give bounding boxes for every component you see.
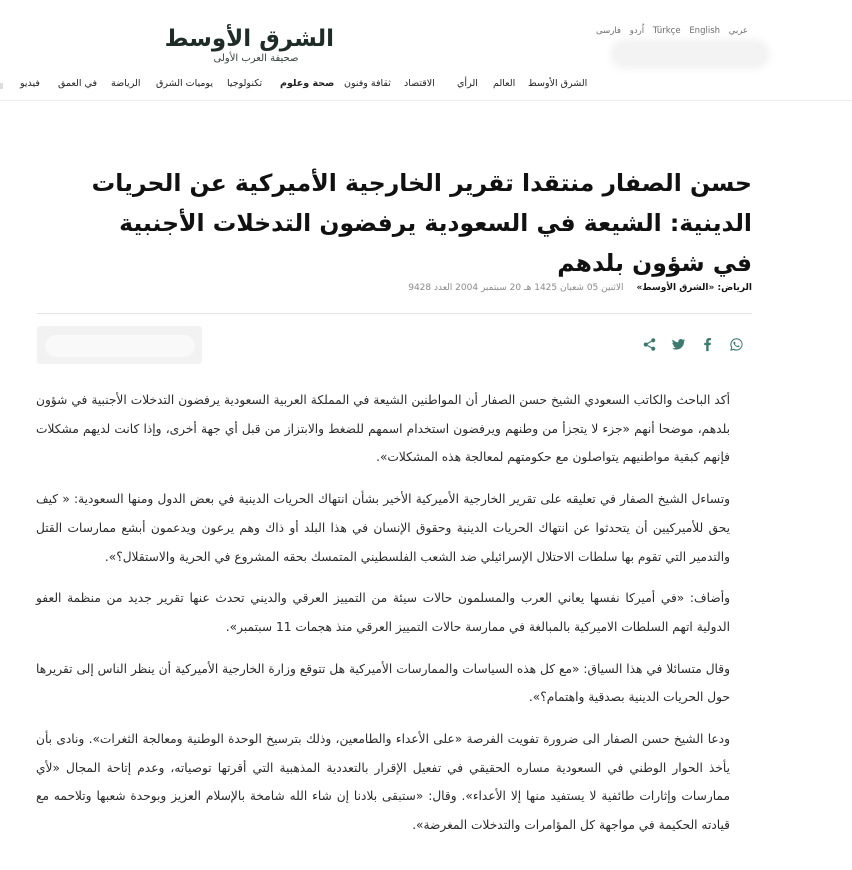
nav-item-culture[interactable]: ثقافة وفنون: [344, 78, 391, 89]
site-logo[interactable]: [164, 26, 334, 65]
search-input[interactable]: [614, 43, 766, 65]
language-farsi[interactable]: فارسی: [596, 26, 621, 36]
nav-item-in-depth[interactable]: في العمق: [58, 78, 98, 89]
language-switcher: [596, 26, 748, 36]
nav-item-opinion[interactable]: الرأي: [457, 78, 478, 89]
article-paragraph: ودعا الشيخ حسن الصفار الى ضرورة تفويت الفرصة «على الأعداء والطامعين، وذلك بترسيخ الوحدة الوطنية ومعالجة الثغرات». ونادى بأن يأخذ الحوار الوطني في السعودية مساره الحقيقي في تفعيل الإقرار بالتعددية المذهبية التي أقرتها توصياته، وعدم إتاحة المجال «لأي ممارسات وإثارات طائفية لا يستفيد منها إلا الأعداء». وقال: «ستبقى بلادنا إن شاء الله شامخة بالإسلام العزيز وبوحدة شعبها وتلاحمه مع قيادته الحكيمة في مواجهة كل المؤامرات والتدخلات المغرضة».: [36, 732, 730, 833]
nav-item-video[interactable]: فيديو: [20, 78, 40, 89]
nav-item-economy[interactable]: الاقتصاد: [404, 78, 435, 89]
language-english[interactable]: English: [689, 26, 721, 36]
nav-divider: [0, 100, 852, 101]
article-paragraph: وتساءل الشيخ الصفار في تعليقه على تقرير الخارجية الأميركية الأخير بشأن انتهاك الحريات الدينية في بعض الدول ومنها السعودية: « كيف يحق للأميركيين أن يتحدثوا عن انتهاك الحريات الدينية وحقوق الإنسان في هذا البلد أو ذاك وهم يرعون ويدعمون أبشع ممارسات القتل والتدمير التي تقوم بها سلطات الاحتلال الإسرائيلي ضد الشعب الفلسطيني المتمسك بحقه المشروع في الحرية والاستقلال؟».: [36, 492, 730, 564]
article-paragraph: وأضاف: «في أميركا نفسها يعاني العرب والمسلمون حالات سيئة من التمييز العرقي والديني تحدث عنها تقرير جديد من منظمة العفو الدولية اتهم السلطات الاميركية بالمبالغة في ممارسة حالات التمييز العرقي منذ هجمات 11 سبتمبر».: [36, 591, 730, 634]
ad-placeholder: [37, 326, 202, 364]
language-urdu[interactable]: اُردو: [629, 26, 645, 36]
nav-item-daily[interactable]: يوميات الشرق: [156, 78, 213, 89]
article-paragraph: أكد الباحث والكاتب السعودي الشيخ حسن الصفار أن المواطنين الشيعة في المملكة العربية السعودية يرفضون التدخلات الأجنبية في شؤون بلدهم، موضحا أنهم «جزء لا يتجزأ من وطنهم ويرفضون استخدام اسمهم للضغط والابتزاز من قبل أي جهة أخرى، وإذا كانت لديهم مشكلات فإنهم كبقية مواطنيهم يتواصلون مع حكومتهم لمعالجة هذه المشكلات».: [36, 393, 730, 465]
article-meta: [380, 283, 752, 293]
share-buttons: [642, 337, 744, 353]
main-nav: [0, 78, 600, 94]
article-source: الرياض: «الشرق الأوسط»: [636, 283, 752, 293]
share-icon[interactable]: [642, 337, 657, 352]
nav-item-home[interactable]: الشرق الأوسط: [528, 78, 588, 89]
article-headline: حسن الصفار منتقدا تقرير الخارجية الأميركية عن الحريات الدينية: الشيعة في السعودية يرفضون التدخلات الأجنبية في شؤون بلدهم: [91, 169, 752, 277]
article-body: [36, 386, 730, 853]
nav-item-sports[interactable]: الرياضة: [111, 78, 141, 89]
language-arabic[interactable]: عربي: [728, 26, 748, 36]
meta-divider: [37, 313, 752, 314]
nav-scroll-edge: [0, 83, 3, 89]
article-date: الاثنين 05 شعبان 1425 هـ 20 سبتمبر 2004 العدد 9428: [408, 283, 624, 293]
logo-title: الشرق الأوسط: [164, 26, 334, 52]
article-paragraph: وقال متسائلا في هذا السياق: «مع كل هذه السياسات والممارسات الأميركية هل تتوقع وزارة الخارجية الأميركية أن ينظر الناس إلى تقريرها حول الحريات الدينية بصدقية واهتمام؟».: [36, 661, 730, 705]
logo-subtitle: صحيفة العرب الأولى: [213, 53, 299, 64]
nav-item-health-science[interactable]: صحة وعلوم: [280, 78, 335, 89]
facebook-icon[interactable]: [700, 337, 715, 352]
nav-item-technology[interactable]: تكنولوجيا: [227, 78, 263, 89]
language-turkish[interactable]: Türkçe: [652, 26, 681, 36]
twitter-icon[interactable]: [671, 337, 686, 352]
site-header: [0, 0, 852, 70]
whatsapp-icon[interactable]: [729, 337, 744, 352]
nav-item-world[interactable]: العالم: [493, 78, 516, 89]
